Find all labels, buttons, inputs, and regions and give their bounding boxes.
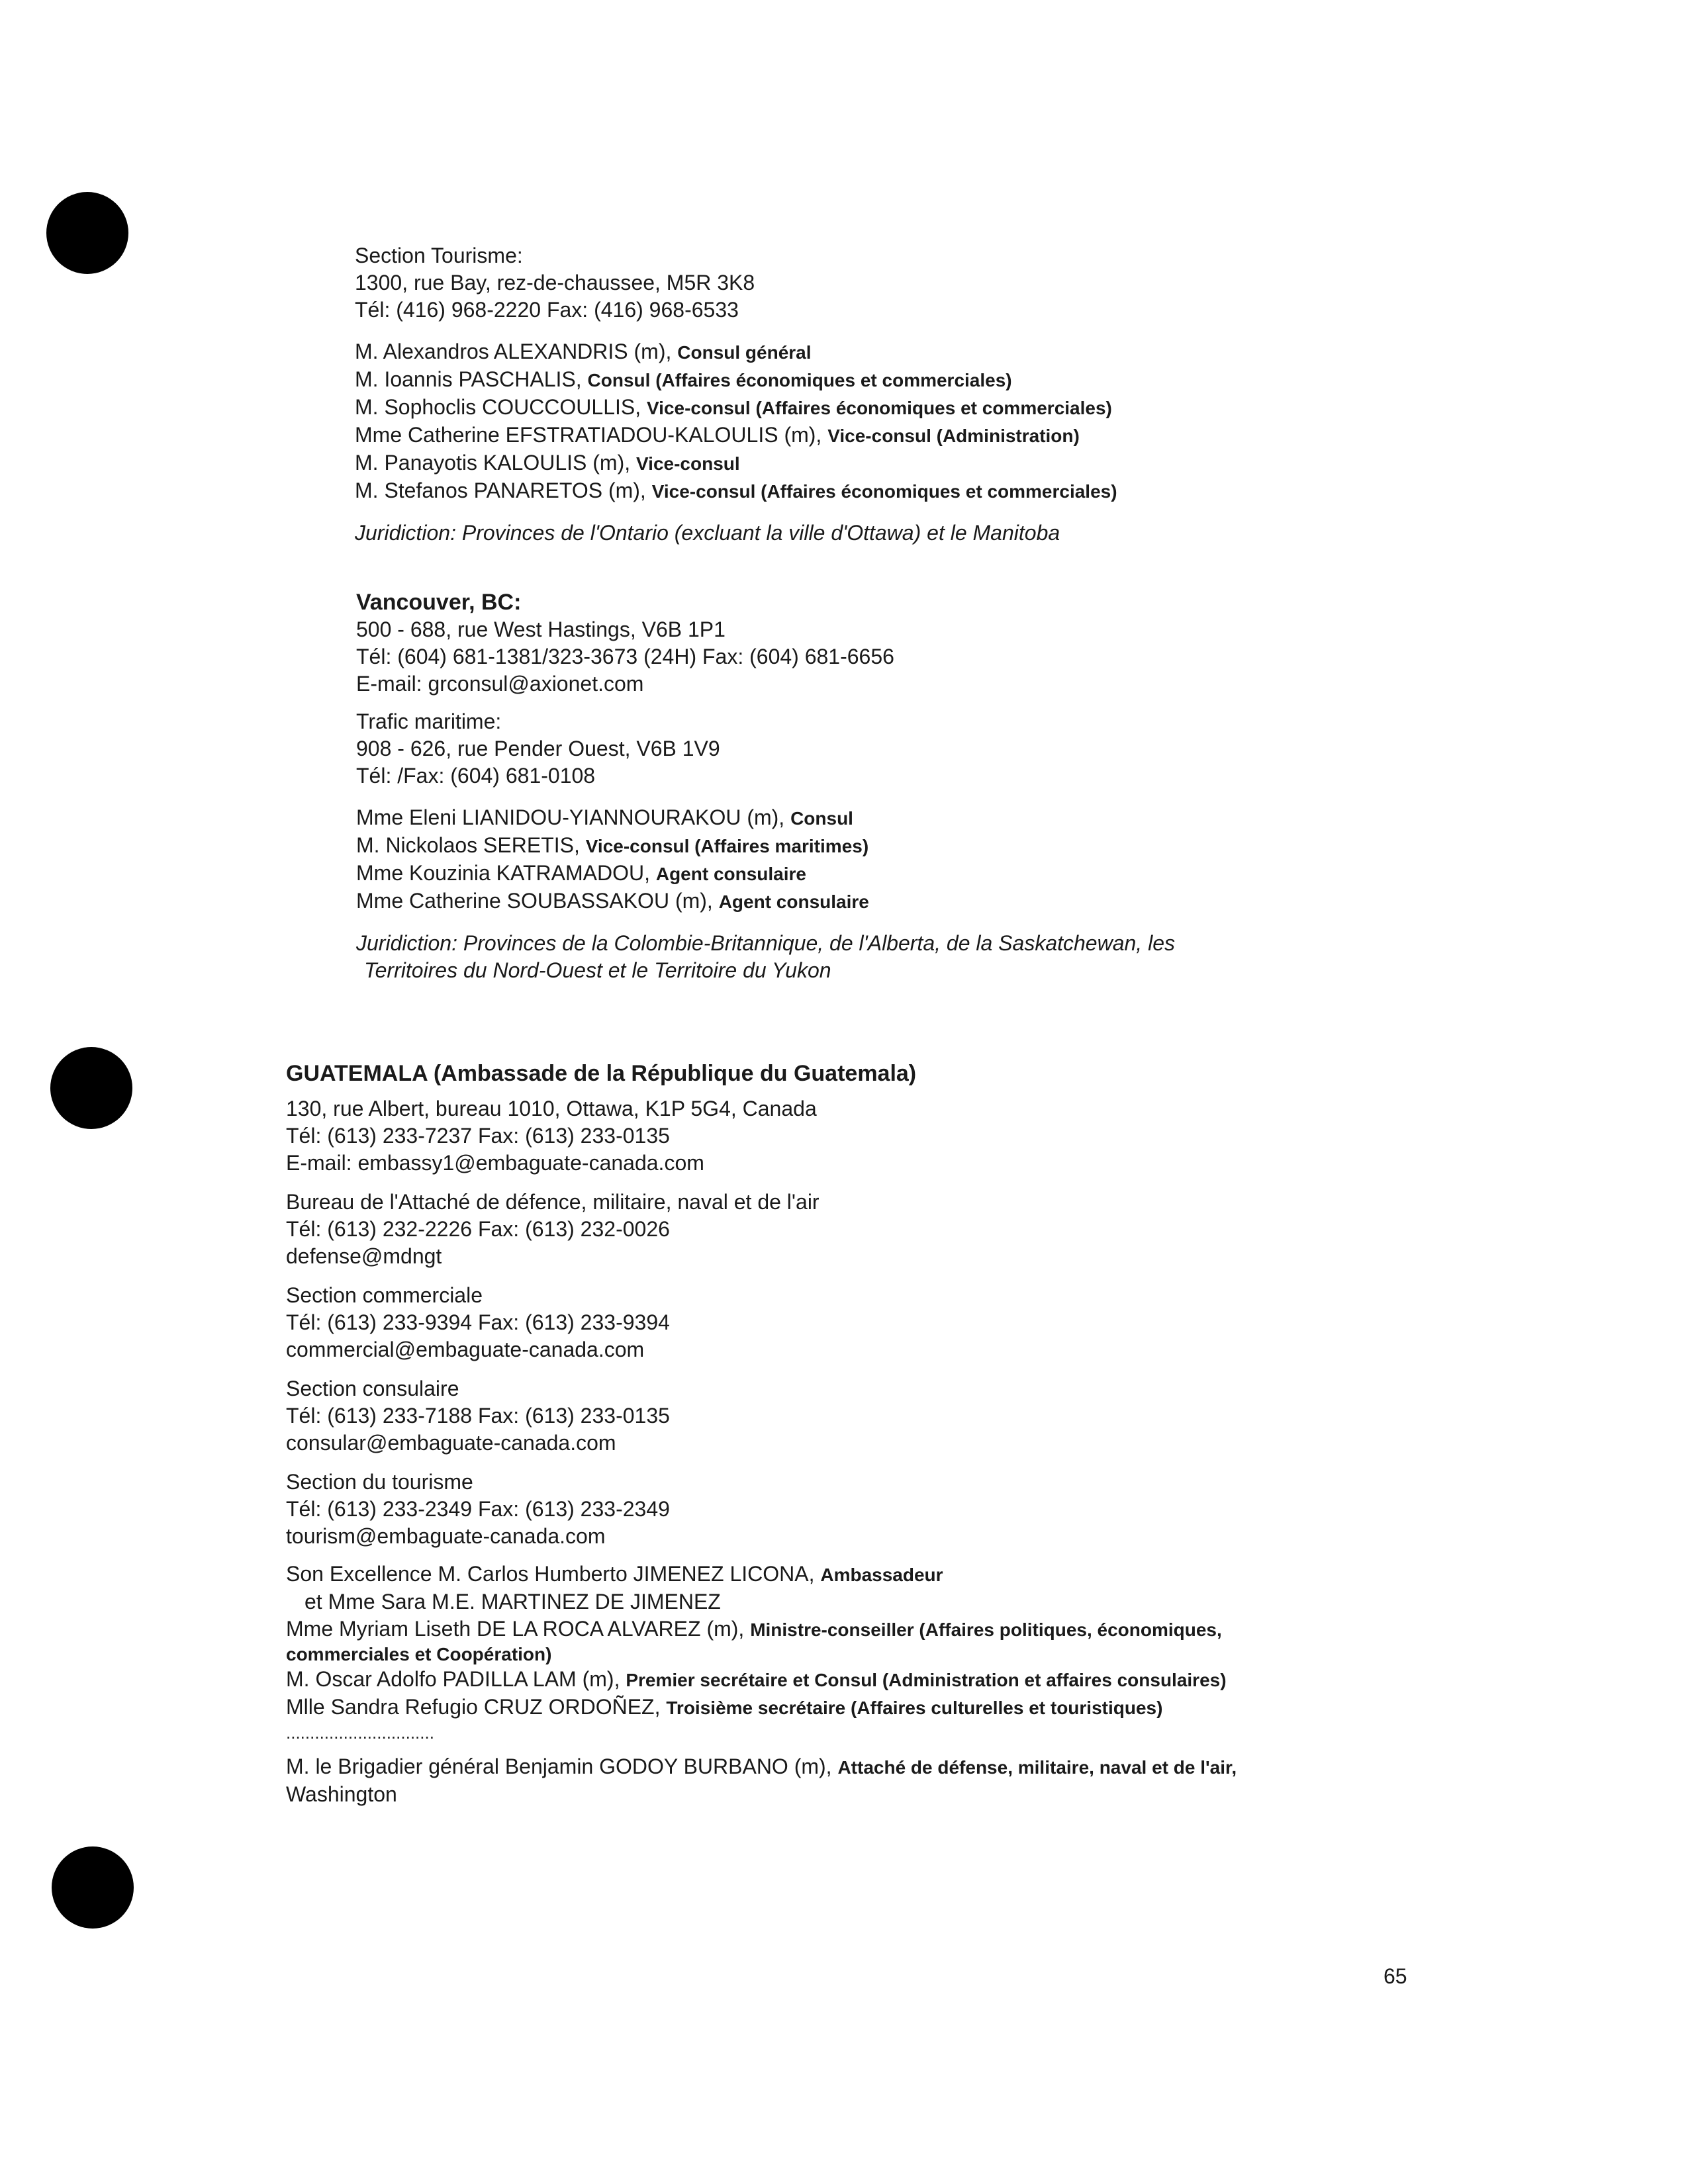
attache-office: Bureau de l'Attaché de défence, militaire, naval et de l'air [286, 1190, 820, 1214]
ambassador-spouse: et Mme Sara M.E. MARTINEZ DE JIMENEZ [305, 1590, 721, 1614]
attache-phone: Tél: (613) 232-2226 Fax: (613) 232-0026 [286, 1217, 670, 1241]
binder-hole-top [46, 192, 128, 274]
ambassador-entry: Son Excellence M. Carlos Humberto JIMENEZ LICONA, Ambassadeur [286, 1562, 943, 1586]
jurisdiction-note: Juridiction: Provinces de l'Ontario (excluant la ville d'Ottawa) et le Manitoba [355, 521, 1060, 545]
jurisdiction-note-cont: Territoires du Nord-Ouest et le Territoire du Yukon [364, 958, 831, 982]
tourism-email: tourism@embaguate-canada.com [286, 1524, 606, 1548]
tourism-phone: Tél: (416) 968-2220 Fax: (416) 968-6533 [355, 298, 739, 322]
staff-entry: M. Stefanos PANARETOS (m), Vice-consul (Affaires économiques et commerciales) [355, 478, 1117, 502]
third-secretary-entry: Mlle Sandra Refugio CRUZ ORDOÑEZ, Troisième secrétaire (Affaires culturelles et touristiques) [286, 1695, 1163, 1719]
vancouver-address: 500 - 688, rue West Hastings, V6B 1P1 [356, 617, 726, 641]
binder-hole-bottom [52, 1846, 134, 1929]
staff-entry: Mme Kouzinia KATRAMADOU, Agent consulaire [356, 861, 807, 885]
toronto-tourism-section [355, 242, 1117, 547]
jurisdiction-note: Juridiction: Provinces de la Colombie-Britannique, de l'Alberta, de la Saskatchewan, les [356, 931, 1175, 955]
separator-dots: ............................... [286, 1723, 434, 1743]
attache-email: defense@mdngt [286, 1244, 442, 1268]
commercial-email: commercial@embaguate-canada.com [286, 1338, 645, 1361]
maritime-phone: Tél: /Fax: (604) 681-0108 [356, 764, 596, 788]
tourism-address: 1300, rue Bay, rez-de-chaussee, M5R 3K8 [355, 271, 755, 295]
maritime-label: Trafic maritime: [356, 709, 502, 733]
maritime-address: 908 - 626, rue Pender Ouest, V6B 1V9 [356, 737, 720, 760]
military-attache-location: Washington [286, 1782, 397, 1806]
first-secretary-entry: M. Oscar Adolfo PADILLA LAM (m), Premier secrétaire et Consul (Administration et affaires consulaires) [286, 1667, 1227, 1691]
vancouver-heading: Vancouver, BC: [356, 590, 522, 615]
commercial-label: Section commerciale [286, 1283, 483, 1307]
military-attache-entry: M. le Brigadier général Benjamin GODOY BURBANO (m), Attaché de défense, militaire, naval et de l'air, [286, 1754, 1237, 1778]
guatemala-section [286, 1060, 1237, 1808]
vancouver-phone: Tél: (604) 681-1381/323-3673 (24H) Fax: (604) 681-6656 [356, 645, 894, 668]
commercial-phone: Tél: (613) 233-9394 Fax: (613) 233-9394 [286, 1310, 670, 1334]
embassy-email: E-mail: embassy1@embaguate-canada.com [286, 1151, 704, 1175]
consular-label: Section consulaire [286, 1377, 459, 1400]
staff-entry: M. Alexandros ALEXANDRIS (m), Consul général [355, 340, 812, 363]
staff-entry: Mme Catherine SOUBASSAKOU (m), Agent consulaire [356, 889, 869, 913]
binder-hole-middle [50, 1047, 132, 1129]
staff-entry: Mme Eleni LIANIDOU-YIANNOURAKOU (m), Consul [356, 805, 853, 829]
vancouver-email: E-mail: grconsul@axionet.com [356, 672, 644, 696]
minister-entry: Mme Myriam Liseth DE LA ROCA ALVAREZ (m), Ministre-conseiller (Affaires politiques, économiques, [286, 1617, 1222, 1641]
staff-entry: M. Nickolaos SERETIS, Vice-consul (Affaires maritimes) [356, 833, 869, 857]
embassy-address: 130, rue Albert, bureau 1010, Ottawa, K1P 5G4, Canada [286, 1097, 817, 1120]
minister-role-cont: commerciales et Coopération) [286, 1644, 552, 1664]
tourism-phone: Tél: (613) 233-2349 Fax: (613) 233-2349 [286, 1497, 670, 1521]
guatemala-heading: GUATEMALA (Ambassade de la République du Guatemala) [286, 1061, 917, 1086]
staff-entry: Mme Catherine EFSTRATIADOU-KALOULIS (m), Vice-consul (Administration) [355, 423, 1080, 447]
tourism-label: Section Tourisme: [355, 244, 523, 267]
staff-entry: M. Panayotis KALOULIS (m), Vice-consul [355, 451, 740, 475]
consular-phone: Tél: (613) 233-7188 Fax: (613) 233-0135 [286, 1404, 670, 1428]
page-number: 65 [1383, 1964, 1407, 1988]
consular-email: consular@embaguate-canada.com [286, 1431, 616, 1455]
staff-entry: M. Ioannis PASCHALIS, Consul (Affaires économiques et commerciales) [355, 367, 1012, 391]
embassy-phone: Tél: (613) 233-7237 Fax: (613) 233-0135 [286, 1124, 670, 1148]
tourism-label: Section du tourisme [286, 1470, 473, 1494]
staff-entry: M. Sophoclis COUCCOULLIS, Vice-consul (Affaires économiques et commerciales) [355, 395, 1112, 419]
vancouver-section [356, 589, 1175, 984]
